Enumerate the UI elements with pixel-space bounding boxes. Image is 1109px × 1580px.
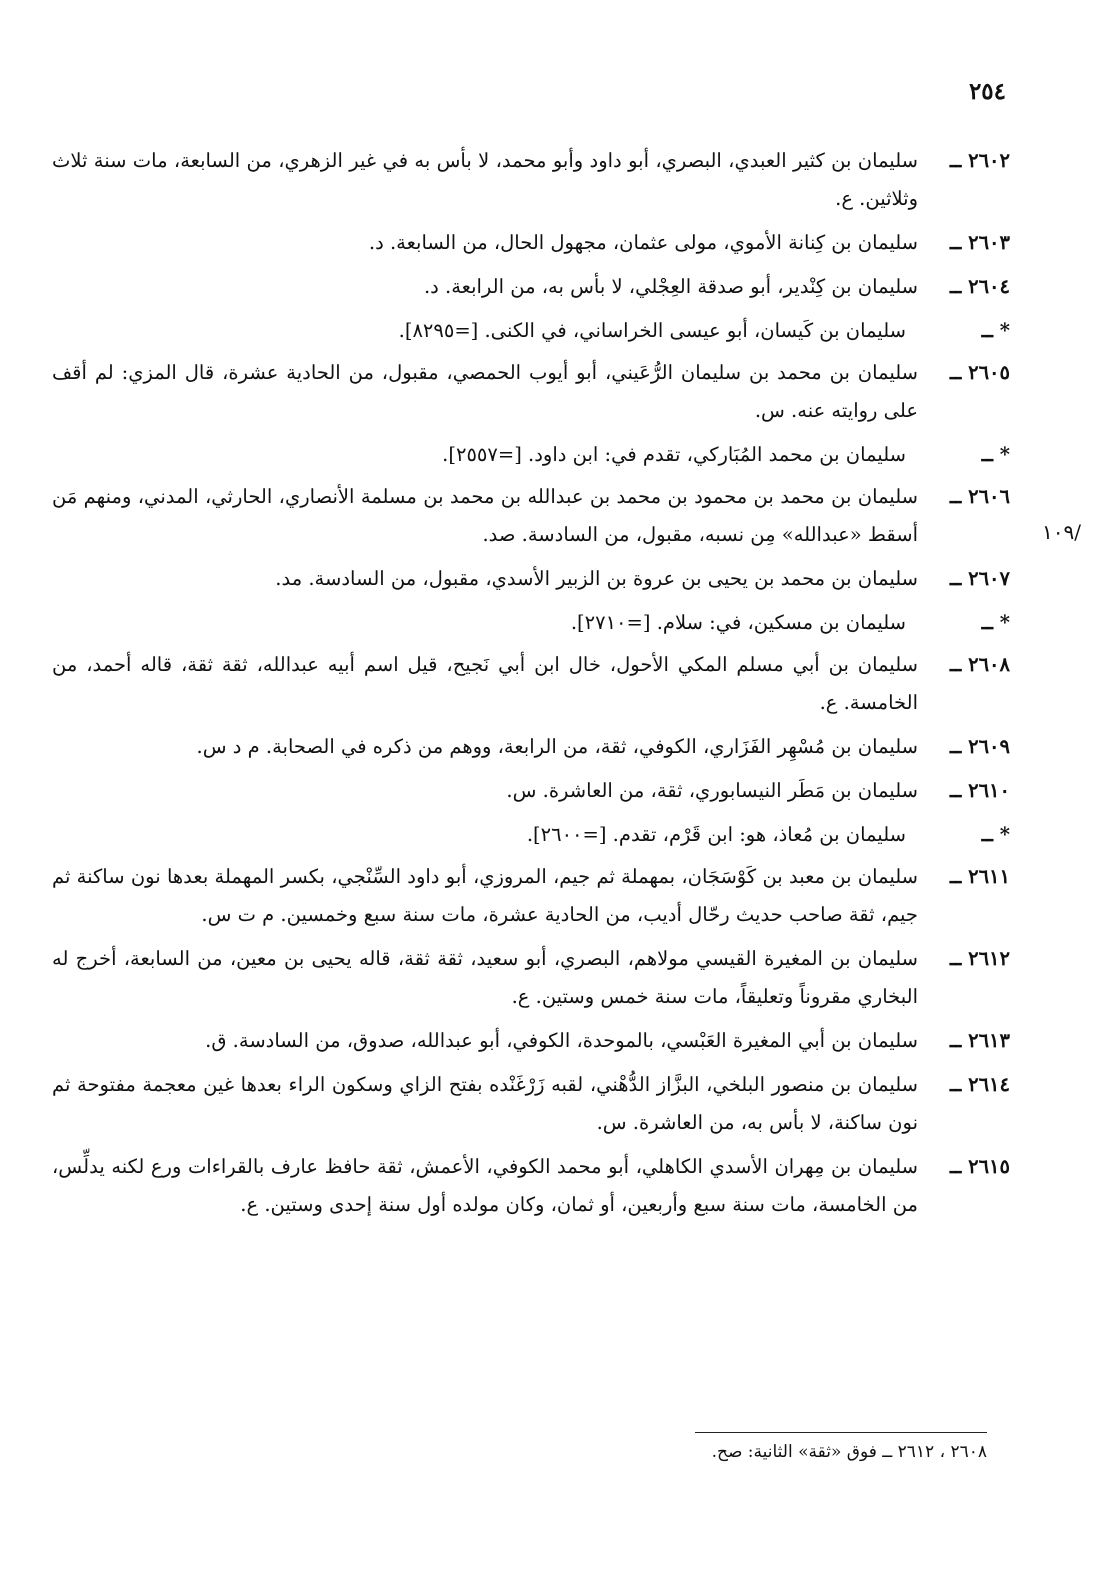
entry-number: ٢٦١٠ ــ — [949, 779, 1010, 802]
entry-text: سليمان بن منصور البلخي، البزَّاز الدُّهْني، لقبه زَرْغَنْده بفتح الزاي وسكون الراء بعدها غين معجمة مفتوحة ثم نون ساكنة، لا بأس به، من العاشرة. س. — [52, 1073, 918, 1134]
entry-number: ٢٦٠٨ ــ — [949, 653, 1010, 676]
biography-entry — [52, 478, 1010, 554]
biography-entry — [52, 354, 1010, 430]
biography-entry — [52, 560, 1010, 598]
biography-entry — [52, 940, 1010, 1016]
entry-text: سليمان بن كَيسان، أبو عيسى الخراساني، في الكنى. [=٨٢٩٥]. — [398, 319, 906, 342]
entry-number: ٢٦١٣ ــ — [949, 1029, 1010, 1052]
entry-text: سليمان بن محمد بن محمود بن محمد بن عبدالله بن محمد بن مسلمة الأنصاري، الحارثي، المدني، ومنهم مَن أسقط «عبدالله» مِن نسبه، مقبول، من السادسة. صد. — [52, 485, 918, 546]
cross-reference-entry — [52, 604, 1010, 642]
biography-entry — [52, 728, 1010, 766]
entry-number: ٢٦١٢ ــ — [949, 947, 1010, 970]
entry-number: ٢٦٠٩ ــ — [949, 735, 1010, 758]
entry-text: سليمان بن المغيرة القيسي مولاهم، البصري، أبو سعيد، ثقة ثقة، قاله يحيى بن معين، من السابعة، أخرج له البخاري مقروناً وتعليقاً، مات سنة خمس وستين. ع. — [52, 947, 918, 1008]
biography-entry — [52, 646, 1010, 722]
biography-entry — [52, 224, 1010, 262]
entry-text: سليمان بن كِنانة الأموي، مولى عثمان، مجهول الحال، من السابعة. د. — [368, 231, 918, 254]
biography-entry — [52, 858, 1010, 934]
entry-number: ٢٦١١ ــ — [949, 865, 1010, 888]
entry-number: ٢٦٠٣ ــ — [949, 231, 1010, 254]
biography-entry — [52, 1022, 1010, 1060]
entry-text: سليمان بن مِهران الأسدي الكاهلي، أبو محمد الكوفي، الأعمش، ثقة حافظ عارف بالقراءات ورع لكنه يدلِّس، من الخامسة، مات سنة سبع وأربعين، أو ثمان، وكان مولده أول سنة إحدى وستين. ع. — [52, 1155, 918, 1216]
entry-text: سليمان بن مُعاذ، هو: ابن قَرْم، تقدم. [=٢٦٠٠]. — [526, 823, 906, 846]
page-number: ٢٥٤ — [968, 78, 1006, 105]
cross-reference-entry — [52, 312, 1010, 350]
entry-number: ٢٦٠٥ ــ — [949, 361, 1010, 384]
entry-number: ٢٦٠٦ ــ — [949, 485, 1010, 508]
biography-entry — [52, 268, 1010, 306]
entry-text: سليمان بن مُسْهِر الفَزَاري، الكوفي، ثقة، من الرابعة، ووهم من ذكره في الصحابة. م د س. — [196, 735, 918, 758]
entry-text: سليمان بن مَطَر النيسابوري، ثقة، من العاشرة. س. — [506, 779, 918, 802]
entry-number: * ــ — [981, 823, 1010, 846]
biography-entry — [52, 1148, 1010, 1224]
biography-entry — [52, 142, 1010, 218]
entry-text: سليمان بن محمد المُبَاركي، تقدم في: ابن داود. [=٢٥٥٧]. — [442, 443, 906, 466]
entry-number: * ــ — [981, 443, 1010, 466]
cross-reference-entry — [52, 436, 1010, 474]
entry-text: سليمان بن محمد بن يحيى بن عروة بن الزبير الأسدي، مقبول، من السادسة. مد. — [275, 567, 918, 590]
entry-number: ٢٦١٥ ــ — [949, 1155, 1010, 1178]
entry-text: سليمان بن أبي مسلم المكي الأحول، خال ابن أبي نَجيح، قيل اسم أبيه عبدالله، ثقة ثقة، قاله أحمد، من الخامسة. ع. — [52, 653, 918, 714]
entry-text: سليمان بن كثير العبدي، البصري، أبو داود وأبو محمد، لا بأس به في غير الزهري، من السابعة، مات سنة ثلاث وثلاثين. ع. — [52, 149, 918, 210]
footnote: ٢٦٠٨ ، ٢٦١٢ ــ فوق «ثقة» الثانية: صح. — [711, 1442, 987, 1462]
footnote-divider — [695, 1432, 987, 1433]
entry-number: ٢٦٠٢ ــ — [949, 149, 1010, 172]
biography-entry — [52, 772, 1010, 810]
margin-note: ١٠٩/ — [1042, 520, 1081, 544]
entry-number: * ــ — [981, 319, 1010, 342]
entry-text: سليمان بن كِنْدير، أبو صدقة العِجْلي، لا بأس به، من الرابعة. د. — [423, 275, 918, 298]
entry-number: * ــ — [981, 611, 1010, 634]
cross-reference-entry — [52, 816, 1010, 854]
entry-text: سليمان بن مسكين، في: سلام. [=٢٧١٠]. — [570, 611, 906, 634]
biography-entry — [52, 1066, 1010, 1142]
entries-list — [52, 142, 1010, 1230]
entry-number: ٢٦٠٧ ــ — [949, 567, 1010, 590]
entry-text: سليمان بن معبد بن كَوْسَجَان، بمهملة ثم جيم، المروزي، أبو داود السِّنْجي، بكسر المهملة بعدها نون ساكنة ثم جيم، ثقة صاحب حديث رحّال أديب، من الحادية عشرة، مات سنة سبع وخمسين. م ت س. — [52, 865, 918, 926]
entry-text: سليمان بن أبي المغيرة العَبْسي، بالموحدة، الكوفي، أبو عبدالله، صدوق، من السادسة. ق. — [205, 1029, 918, 1052]
entry-text: سليمان بن محمد بن سليمان الرُّعَيني، أبو أيوب الحمصي، مقبول، من الحادية عشرة، قال المزي: لم أقف على روايته عنه. س. — [52, 361, 918, 422]
entry-number: ٢٦١٤ ــ — [949, 1073, 1010, 1096]
entry-number: ٢٦٠٤ ــ — [949, 275, 1010, 298]
